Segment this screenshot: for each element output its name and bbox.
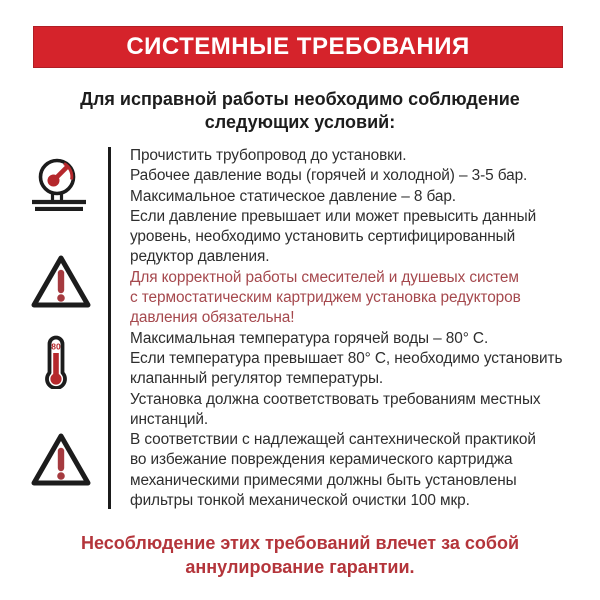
- page-title: СИСТЕМНЫЕ ТРЕБОВАНИЯ: [126, 33, 470, 60]
- requirement-line: Максимальная температура горячей воды – 80° C.: [130, 329, 489, 347]
- requirement-line: Установка должна соответствовать требованиям местных: [130, 390, 541, 408]
- requirement-line: Если температура превышает 80° C, необходимо установить: [130, 349, 563, 367]
- intro-text: [0, 88, 600, 134]
- warranty-warning: [0, 531, 600, 579]
- requirement-line-emphasis: с термостатическим картриджем установка редукторов: [130, 289, 521, 307]
- requirement-line: Максимальное статическое давление – 8 бар.: [130, 187, 456, 205]
- thermometer-icon: [41, 335, 71, 394]
- requirement-line: во избежание повреждения керамического картриджа: [130, 451, 513, 469]
- warning-triangle-icon: [29, 253, 93, 316]
- requirement-line: Прочистить трубопровод до установки.: [130, 147, 407, 164]
- pressure-gauge-icon: [30, 157, 88, 216]
- vertical-rule: [108, 147, 111, 509]
- requirement-line: Рабочее давление воды (горячей и холодной) – 3-5 бар.: [130, 167, 528, 185]
- requirement-line: инстанций.: [130, 410, 209, 428]
- thermometer-label: 80: [51, 341, 61, 352]
- requirement-line-emphasis: давления обязательна!: [130, 309, 295, 327]
- title-banner: [33, 26, 563, 68]
- requirements-list: [130, 146, 590, 511]
- warranty-warning-line-1: Несоблюдение этих требований влечет за собой: [80, 533, 520, 553]
- warning-triangle-icon: [29, 431, 93, 494]
- requirement-line: редуктор давления.: [130, 248, 270, 266]
- warranty-warning-line-2: аннулирование гарантии.: [185, 557, 415, 577]
- requirement-line: фильтры тонкой механической очистки 100 мкр.: [130, 492, 470, 510]
- requirement-line-emphasis: Для корректной работы смесителей и душевых систем: [130, 268, 519, 286]
- intro-line-2: следующих условий:: [204, 112, 396, 132]
- requirement-line: В соответствии с надлежащей сантехнической практикой: [130, 431, 536, 449]
- requirement-line: механическими примесями должны быть установлены: [130, 471, 517, 489]
- requirement-line: Если давление превышает или может превысить данный: [130, 207, 537, 225]
- requirement-line: уровень, необходимо установить сертифицированный: [130, 228, 516, 246]
- intro-line-1: Для исправной работы необходимо соблюдение: [80, 89, 520, 109]
- requirement-line: клапанный регулятор температуры.: [130, 370, 384, 388]
